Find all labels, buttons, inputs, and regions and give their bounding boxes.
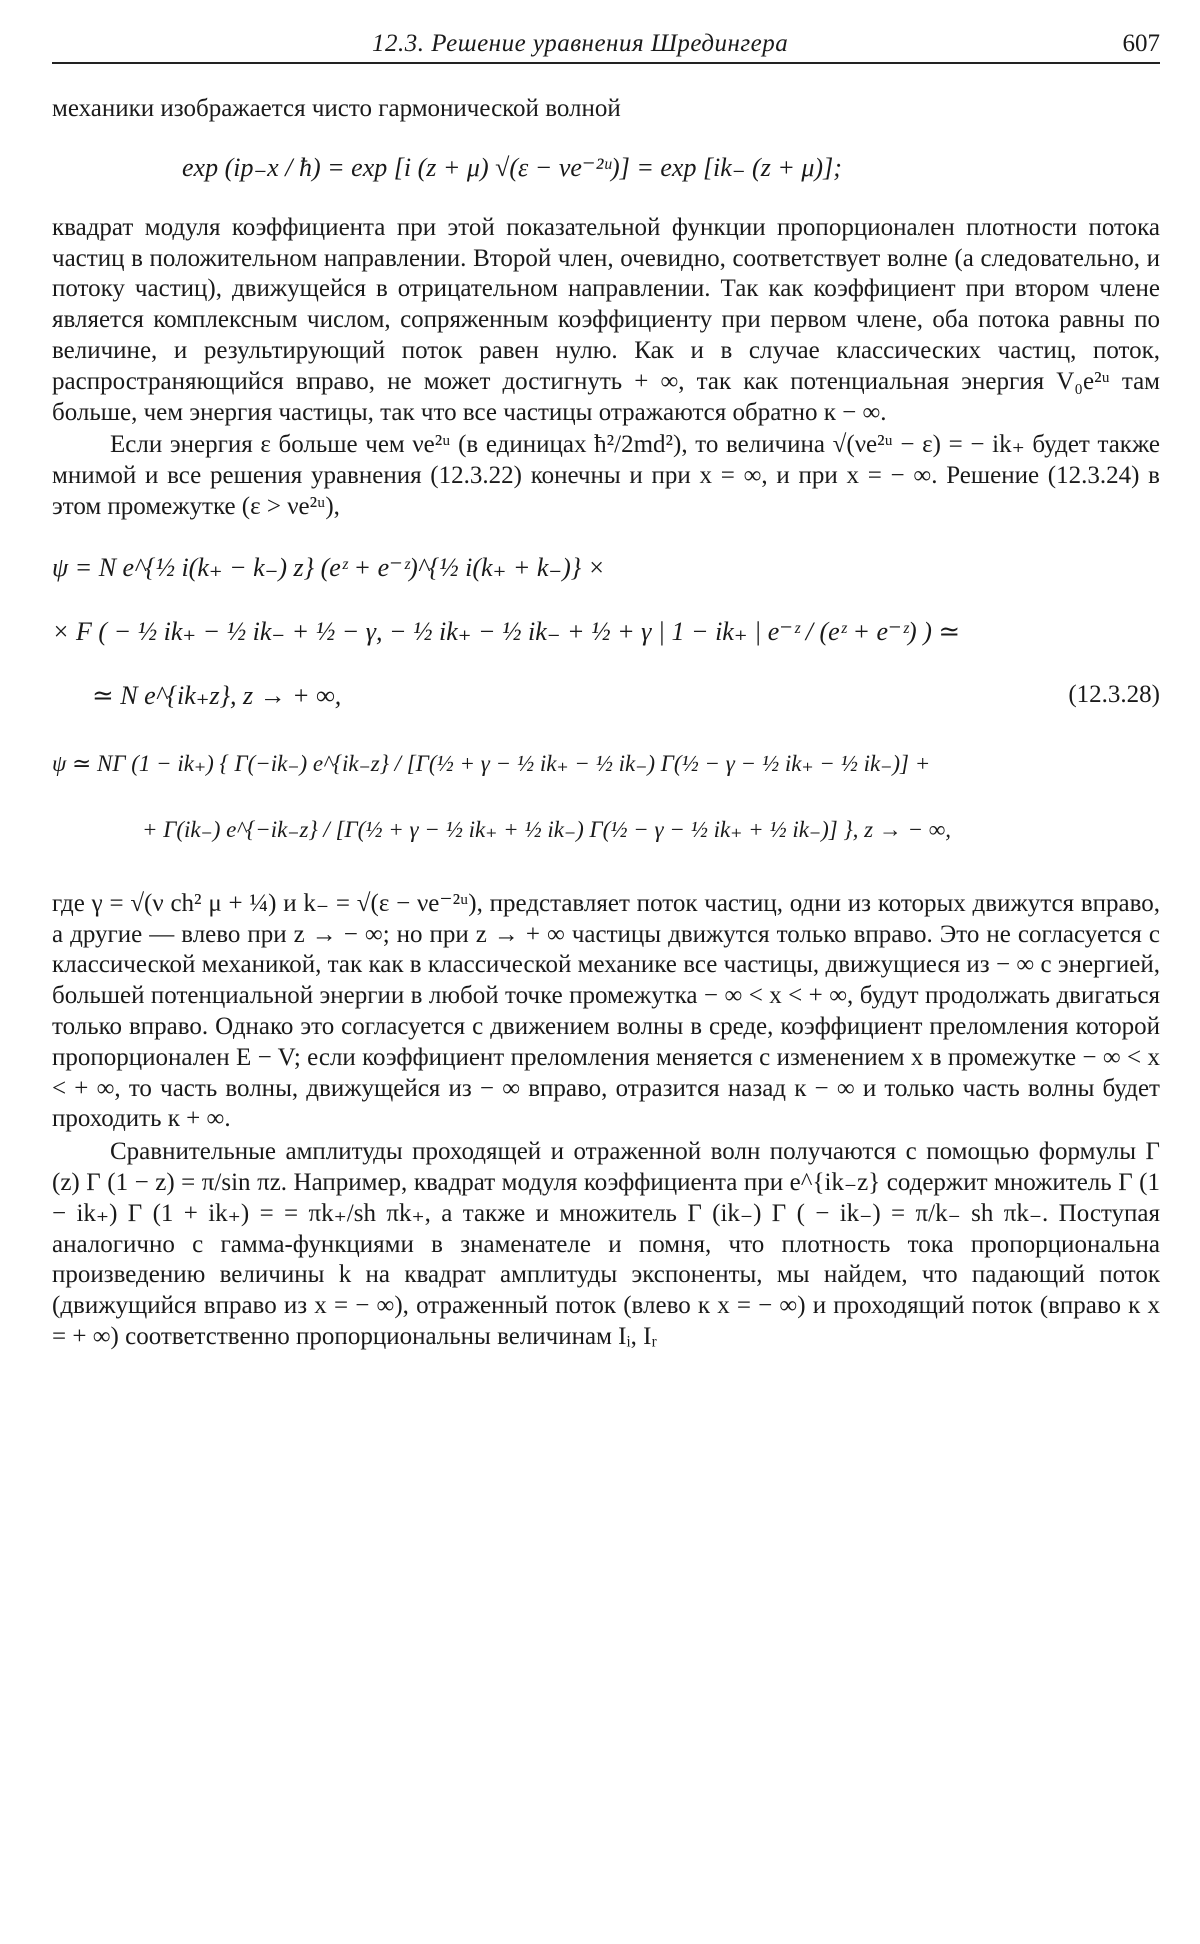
formula-psi-asymptote: ≃ N e^{ik₊z}, z → + ∞, [92, 680, 342, 710]
page-number: 607 [1122, 30, 1160, 57]
book-page [52, 22, 1160, 1353]
formula-psi-line-3 [52, 681, 1160, 711]
running-title: 12.3. Решение уравнения Шредингера [372, 30, 789, 57]
formula-psi-minus-inf-line-1: ψ ≃ NΓ (1 − ik₊) { Γ(−ik₋) e^{ik₋z} / [Γ(½ + γ − ½ ik₊ − ½ ik₋) Γ(½ − γ − ½ ik₊ − ½ ik₋)] + [52, 750, 931, 776]
formula-psi-line-2: × F ( − ½ ik₊ − ½ ik₋ + ½ − γ, − ½ ik₊ − ½ ik₋ + ½ + γ | 1 − ik₊ | e⁻ᶻ / (eᶻ + e⁻ᶻ) ) ≃ [52, 616, 961, 646]
formula-psi-line-1: ψ = N e^{½ i(k₊ − k₋) z} (eᶻ + e⁻ᶻ)^{½ i(k₊ + k₋)} × [52, 552, 606, 582]
formula-psi-minus-inf-line-2: + Γ(ik₋) e^{−ik₋z} / [Γ(½ + γ − ½ ik₊ + ½ ik₋) Γ(½ − γ − ½ ik₊ + ½ ik₋)] }, z → − ∞, [142, 816, 952, 842]
paragraph-4: где γ = √(ν ch² μ + ¼) и k₋ = √(ε − νe⁻²ᵘ), представляет поток частиц, одни из которых движутся вправо, а другие — влево при z → − ∞; но при z → + ∞ частицы движутся только вправо. Это не согласуется с классической механикой, так как в классической механике все частицы, движущиеся из − ∞ с энергией, большей потенциальной энергии в любой точке промежутка − ∞ < x < + ∞, будут продолжать двигаться только вправо. Однако это согласуется с движением волны в среде, коэффициент преломления которой пропорционален E − V; если коэффициент преломления меняется с изменением x в промежутке − ∞ < x < + ∞, то часть волны, движущейся из − ∞ вправо, отразится назад к − ∞ и только часть волны будет проходить к + ∞. [52, 889, 1160, 1133]
equation-number: (12.3.28) [1068, 680, 1160, 708]
paragraph-2: квадрат модуля коэффициента при этой показательной функции пропорционален плотности потока частиц в положительном направлении. Второй член, очевидно, соответствует волне (а следовательно, и потоку частиц), движущейся в отрицательном направлении. Так как коэффициент при втором члене является комплексным числом, сопряженным коэффициенту при первом члене, оба потока равны по величине, и результирующий поток равен нулю. Как и в случае классических частиц, поток, распространяющийся вправо, не может достигнуть + ∞, так как потенциальная энергия V₀e²ᵘ там больше, чем энергия частицы, так что все частицы отражаются обратно к − ∞. [52, 213, 1160, 426]
running-header [52, 22, 1160, 64]
paragraph-5: Сравнительные амплитуды проходящей и отраженной волн получаются с помощью формулы Γ (z) Γ (1 − z) = π/sin πz. Например, квадрат модуля коэффициента при e^{ik₋z} содержит множитель Γ (1 − ik₊) Γ (1 + ik₊) = = πk₊/sh πk₊, а также и множитель Γ (ik₋) Γ ( − ik₋) = π/k₋ sh πk₋. Поступая аналогично с гамма-функциями в знаменателе и помня, что плотность тока пропорциональна произведению величины k на квадрат амплитуды экспоненты, мы найдем, что падающий поток (движущийся вправо из x = − ∞), отраженный поток (влево к x = − ∞) и проходящий поток (вправо к x = + ∞) соответственно пропорциональны величинам Iᵢ, Iᵣ [52, 1138, 1160, 1350]
formula-exp: exp (ip₋x / ħ) = exp [i (z + μ) √(ε − νe⁻²ᵘ)] = exp [ik₋ (z + μ)]; [182, 152, 842, 182]
paragraph-1: механики изображается чисто гармонической волной [52, 95, 621, 122]
paragraph-3: Если энергия ε больше чем νe²ᵘ (в единицах ħ²/2md²), то величина √(νe²ᵘ − ε) = − ik₊ будет также мнимой и все решения уравнения (12.3.22) конечны и при x = ∞, и при x = − ∞. Решение (12.3.24) в этом промежутке (ε > νe²ᵘ), [52, 431, 1160, 520]
